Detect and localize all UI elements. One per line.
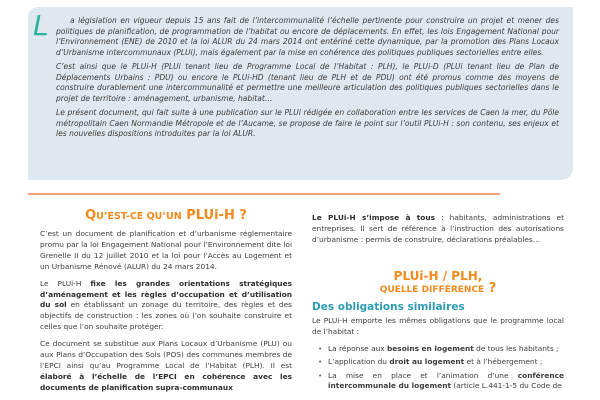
heading-question-mark: ? (484, 280, 497, 296)
heading-text: QUELLE DIFFÉRENCE (379, 284, 485, 295)
substitution-paragraph (40, 339, 292, 394)
orientations-paragraph (40, 279, 292, 334)
bold-text: fixe les grandes orientations stratégiques d’aménagement et les règles d’occupation et d’utilisation du sol (40, 278, 292, 310)
text: La réponse aux (328, 343, 387, 353)
bold-text: conférence intercommunale du logement (328, 370, 564, 391)
list-item (312, 344, 564, 355)
dropcap-letter: L (33, 9, 49, 42)
obligations-list (312, 344, 564, 392)
spacer (312, 252, 564, 270)
text: L’application du (328, 357, 390, 367)
subheading-obligations: Des obligations similaires (312, 300, 465, 313)
text: et à l’hébergement ; (464, 357, 543, 367)
text: Le PLUi-H (40, 278, 91, 288)
intro-paragraph-3: Le présent document, qui fait suite à une publication sur le PLUi rédigée en collaboration entre les services de Caen la mer, du Pôle métropolitain Caen Normandie Métropole et de l’Aucame, se propose de faire le point sur l’outil PLUi-H : son contenu, ses enjeux et les nouvelles dispositions introduites par la loi ALUR. (56, 108, 559, 139)
bold-text: Le PLUi-H s’impose à tous (312, 213, 436, 222)
bold-text: élaboré à l’échelle de l’EPCI en cohérence avec les documents de planification supra-communaux (40, 371, 292, 392)
text: : habitants, administrations et entreprises. Il sert de référence à l’instruction des autorisations d’urbanisme : permis de construire, déclarations préalables… (312, 213, 564, 244)
heading-tail: PLUi-H ? (181, 208, 247, 223)
imposes-paragraph (312, 213, 564, 246)
text: de tous les habitants ; (473, 343, 559, 353)
intro-box (28, 7, 573, 180)
heading-pluih-plh: PLUi-H / PLH, (393, 268, 483, 283)
bold-text: droit au logement (389, 357, 465, 367)
obligations-intro: Le PLUi-H emporte les mêmes obligations que le programme local de l’habitat : (312, 315, 564, 336)
heading-initial: Q (85, 208, 97, 223)
list-item (312, 371, 564, 392)
intro-paragraph-2: C’est ainsi que le PLUi-H (PLUi tenant lieu de Programme Local de l’Habitat : PLH), le PLUi-D (PLUi tenant lieu de Plan de Déplacements Urbains : PDU) ou encore le PLUi-HD (tenant lieu de PLH et de PDU) ont été promus comme des moyens de construire durablement une intercommunalité et permettre une meilleure articulation des politiques publiques sectorielles dans le projet de territoire : aménagement, urbanisme, habitat… (56, 62, 559, 103)
text: (article L.441-1-5 du Code de (451, 381, 562, 391)
left-column (40, 208, 292, 400)
heading-difference (312, 280, 564, 296)
intro-paragraph-1: a législation en vigueur depuis 15 ans fait de l’intercommunalité l’échelle pertinente pour construire un projet et mener des politiques de planification, de programmation de l’habitat ou encore de déplacements. En effet, les lois Engagement National pour l’Environnement (ENE) de 2010 et la loi ALUR du 24 mars 2014 ont entériné cette dynamique, par la promotion des Plans Locaux d’Urbanisme intercommunaux (PLUi), mais également par la mise en cohérence des politiques publiques sectorielles entre elles. (56, 16, 559, 57)
definition-paragraph: C’est un document de planification et d’urbanisme réglementaire promu par la loi Engagement National pour l’Environnement dite loi Grenelle II du 12 juillet 2010 et la loi pour l’Accès au Logement et un Urbanisme Rénové (ALUR) du 24 mars 2014. (40, 229, 292, 271)
bold-text: besoins en logement (387, 343, 474, 353)
heading-smallcaps: U’EST-CE QU’UN (96, 211, 182, 222)
heading-what-is-pluih (40, 208, 292, 225)
text: La mise en place et l’animation d’une (328, 370, 518, 380)
section-divider (28, 193, 500, 195)
right-column (312, 213, 564, 395)
list-item (312, 357, 564, 368)
text: Ce document se substitue aux Plans Locaux d’Urbanisme (PLU) ou aux Plans d’Occupation des Sols (POS) des communes membres de l’EPCI ainsi qu’au Programme Local de l’Habitat (PLH). Il est (40, 339, 292, 370)
text: en établissant un zonage du territoire, des règles et des objectifs de construction : les zones où l’on souhaite construire et celles que l’on souhaite protéger. (40, 300, 292, 332)
